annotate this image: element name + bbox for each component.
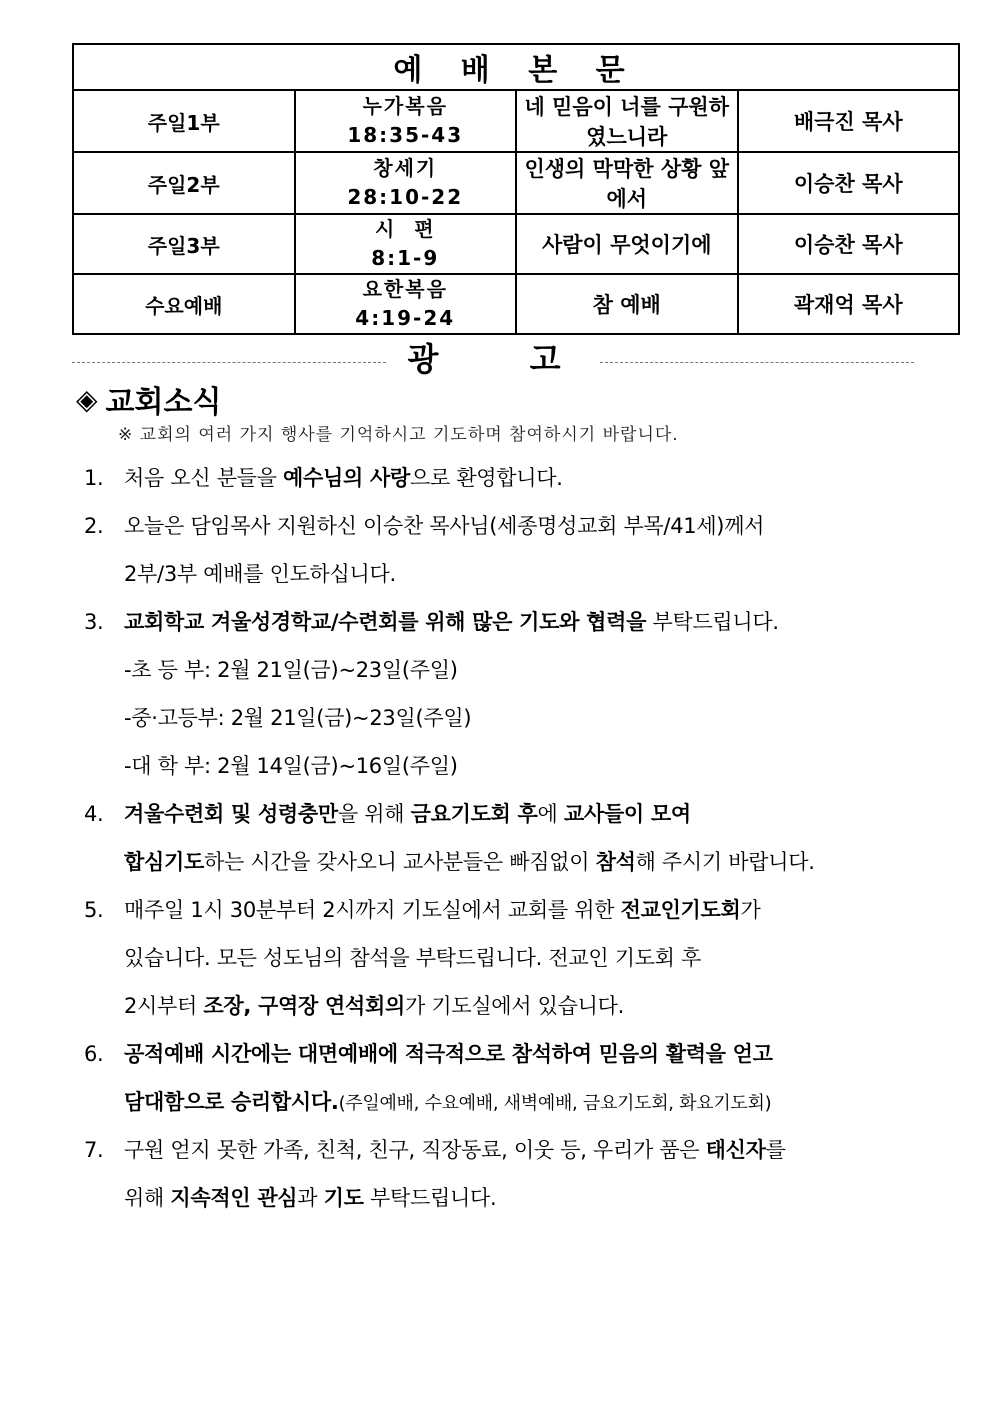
service-name: 수요예배 bbox=[73, 274, 295, 334]
item-emphasis: 태신자 bbox=[705, 1138, 766, 1162]
item-text: 가 기도실에서 있습니다. bbox=[404, 994, 624, 1018]
list-item bbox=[84, 510, 764, 540]
item-emphasis: 예수님의 사랑 bbox=[283, 466, 410, 490]
item-emphasis: 공적예배 시간에는 대면예배에 적극적으로 참석하여 믿음의 활력을 얻고 bbox=[124, 1042, 773, 1066]
list-item bbox=[84, 1134, 786, 1164]
item-text: 을 위해 bbox=[337, 802, 411, 826]
item-number: 2. bbox=[84, 514, 104, 538]
item-emphasis: 합심기도 bbox=[124, 850, 204, 874]
worship-table-title: 예 배 본 문 bbox=[73, 44, 959, 90]
item-emphasis: 교회학교 겨울성경학교/수련회를 위해 많은 기도와 협력을 bbox=[124, 610, 647, 634]
scripture-book: 요한복음 bbox=[362, 277, 448, 301]
item-text: 부탁드립니다. bbox=[363, 1186, 497, 1210]
scripture-passage bbox=[295, 214, 517, 274]
item-text: 2부/3부 예배를 인도하십니다. bbox=[124, 562, 396, 586]
scripture-passage bbox=[295, 90, 517, 152]
sermon-title: 사람이 무엇이기에 bbox=[516, 214, 738, 274]
item-text: 가 bbox=[740, 898, 761, 922]
schedule-line: -대 학 부: 2월 14일(금)~16일(주일) bbox=[124, 754, 458, 778]
item-emphasis: 참석 bbox=[595, 850, 636, 874]
item-text: 를 bbox=[765, 1138, 786, 1162]
item-text: (주일예배, 수요예배, 새벽예배, 금요기도회, 화요기도회) bbox=[338, 1093, 772, 1114]
item-text: 으로 환영합니다. bbox=[409, 466, 563, 490]
scripture-verse: 8:1-9 bbox=[371, 246, 440, 270]
scripture-passage bbox=[295, 152, 517, 214]
item-number: 6. bbox=[84, 1042, 104, 1066]
item-text: 하는 시간을 갖사오니 교사분들은 빠짐없이 bbox=[203, 850, 596, 874]
list-item-continuation bbox=[124, 990, 624, 1020]
preacher: 배극진 목사 bbox=[738, 90, 960, 152]
section-note: ※ 교회의 여러 가지 행사를 기억하시고 기도하며 참여하시기 바랍니다. bbox=[118, 425, 679, 445]
item-text: 매주일 1시 30분부터 2시까지 기도실에서 교회를 위한 bbox=[124, 898, 621, 922]
list-item-continuation bbox=[124, 1182, 496, 1212]
service-name: 주일2부 bbox=[73, 152, 295, 214]
item-text: 오늘은 담임목사 지원하신 이승찬 목사님(세종명성교회 부목/41세)께서 bbox=[124, 514, 765, 538]
list-item bbox=[84, 606, 779, 636]
item-emphasis: 전교인기도회 bbox=[620, 898, 741, 922]
item-text: 에 bbox=[537, 802, 564, 826]
schedule-line: -초 등 부: 2월 21일(금)~23일(주일) bbox=[124, 658, 458, 682]
item-emphasis: 지속적인 관심 bbox=[170, 1186, 298, 1210]
list-item bbox=[84, 894, 761, 924]
service-name: 주일1부 bbox=[73, 90, 295, 152]
preacher: 이승찬 목사 bbox=[738, 152, 960, 214]
item-text: 위해 bbox=[124, 1186, 171, 1210]
section-title: 교회소식 bbox=[105, 385, 222, 420]
section-heading bbox=[76, 378, 221, 420]
scripture-verse: 4:19-24 bbox=[355, 306, 456, 330]
announcement-heading: 광 고 bbox=[407, 340, 601, 378]
item-text: 구원 얻지 못한 가족, 친척, 친구, 직장동료, 이웃 등, 우리가 품은 bbox=[124, 1138, 706, 1162]
scripture-book: 창세기 bbox=[373, 156, 438, 180]
diamond-bullet-icon: ◈ bbox=[76, 382, 98, 416]
preacher: 이승찬 목사 bbox=[738, 214, 960, 274]
item-text: 2시부터 bbox=[124, 994, 204, 1018]
list-item-continuation bbox=[124, 1086, 771, 1116]
item-text: 있습니다. 모든 성도님의 참석을 부탁드립니다. 전교인 기도회 후 bbox=[124, 946, 702, 970]
item-number: 1. bbox=[84, 466, 104, 490]
worship-table bbox=[72, 43, 960, 335]
dashed-rule-left bbox=[72, 362, 386, 363]
list-item bbox=[84, 798, 691, 828]
item-emphasis: 담대함으로 승리합시다. bbox=[124, 1090, 339, 1114]
announcement-divider bbox=[72, 332, 914, 382]
scripture-book: 시 편 bbox=[374, 217, 436, 241]
table-row bbox=[73, 152, 959, 214]
table-row bbox=[73, 90, 959, 152]
list-item bbox=[84, 1038, 773, 1068]
item-emphasis: 금요기도회 후 bbox=[410, 802, 538, 826]
table-row bbox=[73, 214, 959, 274]
item-text: 과 bbox=[297, 1186, 324, 1210]
item-text: 부탁드립니다. bbox=[646, 610, 779, 634]
preacher: 곽재억 목사 bbox=[738, 274, 960, 334]
item-emphasis: 조장, 구역장 연석회의 bbox=[203, 994, 405, 1018]
scripture-verse: 28:10-22 bbox=[347, 185, 464, 209]
item-emphasis: 기도 bbox=[323, 1186, 364, 1210]
sermon-title: 참 예배 bbox=[516, 274, 738, 334]
scripture-book: 누가복음 bbox=[362, 94, 448, 118]
item-emphasis: 교사들이 모여 bbox=[563, 802, 691, 826]
schedule-line: -중·고등부: 2월 21일(금)~23일(주일) bbox=[124, 706, 472, 730]
list-item bbox=[84, 462, 563, 492]
scripture-verse: 18:35-43 bbox=[347, 123, 464, 147]
list-item-continuation bbox=[124, 846, 815, 876]
item-text: 처음 오신 분들을 bbox=[124, 466, 284, 490]
table-row bbox=[73, 274, 959, 334]
service-name: 주일3부 bbox=[73, 214, 295, 274]
item-text: 해 주시기 바랍니다. bbox=[635, 850, 815, 874]
sermon-title: 인생의 막막한 상황 앞에서 bbox=[516, 152, 738, 214]
dashed-rule-right bbox=[600, 362, 914, 363]
item-number: 7. bbox=[84, 1138, 104, 1162]
item-number: 3. bbox=[84, 610, 104, 634]
item-emphasis: 겨울수련회 및 성령충만 bbox=[124, 802, 338, 826]
sermon-title: 네 믿음이 너를 구원하였느니라 bbox=[516, 90, 738, 152]
item-number: 5. bbox=[84, 898, 104, 922]
scripture-passage bbox=[295, 274, 517, 334]
item-number: 4. bbox=[84, 802, 104, 826]
